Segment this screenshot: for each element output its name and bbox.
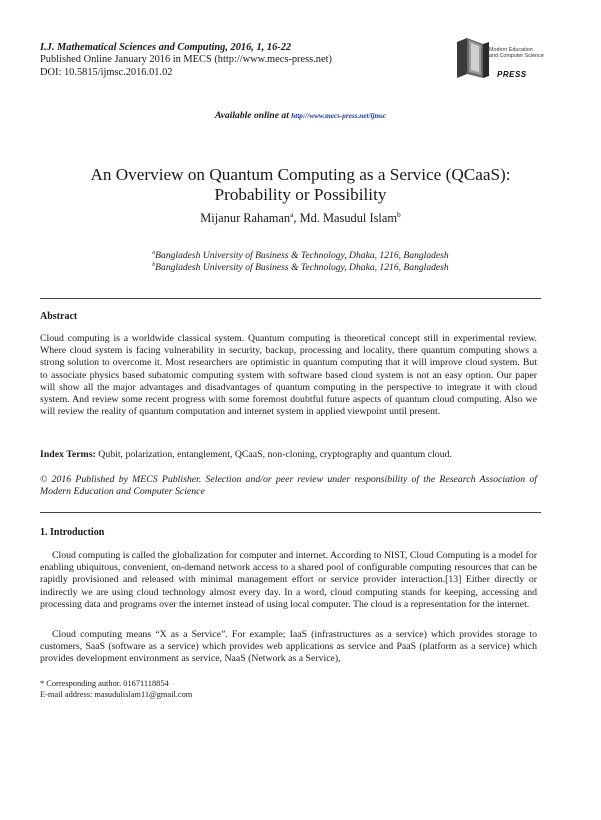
journal-url-link[interactable]: http://www.mecs-press.net/ijmsc [291, 112, 387, 120]
index-terms-text: Qubit, polarization, entanglement, QCaaS, non-cloning, cryptography and quantum cloud. [95, 449, 452, 460]
footnote-author: * Corresponding author. 01671118854 [40, 679, 169, 688]
footnote-email: E-mail address: masudulislam11@gmail.com [40, 690, 193, 699]
affiliation-a [0, 250, 601, 262]
affiliation-a-sup: a [152, 249, 156, 256]
paper-title [30, 165, 571, 205]
mid-divider [40, 512, 541, 513]
logo-text-line-2: and Computer Science [489, 53, 544, 60]
journal-header [40, 42, 332, 79]
logo-text-line-1: Modern Education [489, 47, 533, 53]
footnote [40, 678, 192, 700]
published-line: Published Online January 2016 in MECS (http://www.mecs-press.net) [40, 54, 332, 66]
top-divider [40, 298, 541, 299]
author-2-sup: b [397, 209, 401, 219]
copyright-notice: © 2016 Published by MECS Publisher. Selection and/or peer review under responsibility of the Research Association of Modern Education and Computer Science [40, 474, 537, 498]
abstract-text: Cloud computing is a worldwide classical system. Quantum computing is theoretical concept still in experimental review. Where cloud system is facing vulnerability in security, backup, processing and locality, there quantum computing shows a strong solution to overcome it. Most researchers are optimistic in quantum computing that it will improve cloud system. But to associate physics based subatomic computing system with software based cloud system is not an easy option. Our paper will show all the major advantages and disadvantages of quantum computing in the perspective to integrate it with cloud system. And review some recent progress with some foremost doubtful future aspects of quantum cloud computing. Also we will review the reality of quantum computation and internet system in applied viewpoint until present. [40, 333, 537, 418]
abstract-heading: Abstract [40, 311, 78, 322]
intro-paragraph-1: Cloud computing is called the globalization for computer and internet. According to NIST, Cloud Computing is a model for enabling ubiquitous, convenient, on-demand network access to a shared pool of configurable computing resources that can be rapidly provisioned and released with minimal management effort or service provider interaction.[13] Either directly or indirectly we are using cloud technology almost every day. In a word, cloud computing stands for keeping, accessing and processing data and programs over the internet instead of using local computer. The cloud is a representation for the internet. [40, 550, 537, 610]
affiliation-b-sup: b [152, 262, 156, 269]
author-separator: , [293, 211, 300, 225]
book-logo-icon [453, 34, 493, 80]
affiliations [0, 250, 601, 275]
index-terms-label: Index Terms: [40, 449, 96, 460]
affiliation-b-text: Bangladesh University of Business & Technology, Dhaka, 1216, Bangladesh [155, 262, 449, 274]
intro-paragraph-2: Cloud computing means “X as a Service”. For example; IaaS (infrastructures as a service) which provides storage to customers, SaaS (software as a service) which provides web applications as service and PaaS (platform as a service) which provides development environment as service, NaaS (Network as a Service), [40, 629, 537, 665]
author-2: Md. Masudul Islam [299, 211, 397, 225]
introduction-heading: 1. Introduction [40, 527, 105, 538]
affiliation-a-text: Bangladesh University of Business & Technology, Dhaka, 1216, Bangladesh [155, 250, 449, 261]
journal-title: I.J. Mathematical Sciences and Computing, 2016, 1, 16-22 [40, 42, 292, 53]
index-terms [40, 449, 537, 461]
author-1: Mijanur Rahaman [200, 211, 291, 225]
availability-line [0, 110, 601, 121]
title-line-1: An Overview on Quantum Computing as a Service (QCaaS): [90, 165, 511, 184]
title-line-2: Probability or Possibility [214, 185, 387, 204]
logo-text [489, 47, 544, 59]
doi-line: DOI: 10.5815/ijmsc.2016.01.02 [40, 66, 173, 78]
mecs-press-logo [453, 34, 553, 84]
affiliation-b [0, 262, 601, 274]
logo-press: PRESS [497, 70, 527, 79]
availability-label: Available online at [214, 110, 292, 121]
author-line [0, 211, 601, 226]
author-1-sup: a [290, 209, 294, 219]
